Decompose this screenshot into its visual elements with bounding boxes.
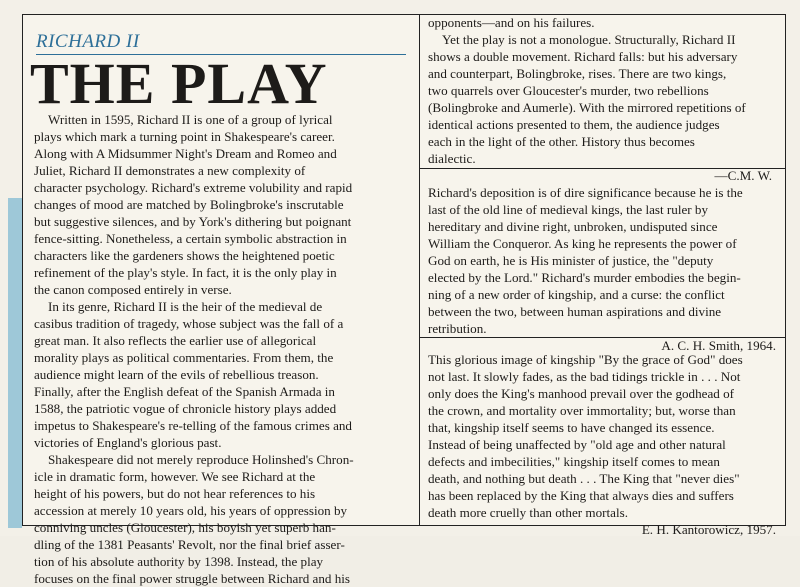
section-kicker: RICHARD II [36, 31, 140, 52]
attribution-line: A. C. H. Smith, 1964. [661, 338, 776, 353]
text-line: has been replaced by the King that always dies and suffers [428, 488, 734, 503]
text-line: morality plays as political commentaries. From them, the [34, 350, 334, 365]
text-line: Instead of being unaffected by "old age and other natural [428, 437, 726, 452]
text-line: fence-sitting. Nonetheless, a certain symbolic abstraction in [34, 231, 347, 246]
text-line: character psychology. Richard's extreme volubility and rapid [34, 180, 353, 195]
text-line: two quarrels over Gloucester's murder, two rebellions [428, 83, 709, 98]
text-line: defects and imbecilities," kingship itself comes to mean [428, 454, 720, 469]
text-line: opponents—and on his failures. [428, 15, 595, 30]
text-line: only does the King's manhood prevail over the godhead of [428, 386, 734, 401]
text-line: Richard's deposition is of dire significance because he is the [428, 185, 743, 200]
text-line: icle in dramatic form, however. We see Richard at the [34, 469, 316, 484]
text-line: great man. It also reflects the earlier use of allegorical [34, 333, 317, 348]
text-line: death, and nothing but death . . . The King that "never dies" [428, 471, 740, 486]
right-column-body [428, 14, 772, 184]
text-line: and counterpart, Bolingbroke, rises. There are two kings, [428, 66, 727, 81]
text-line: impetus to Shakespeare's re-telling of the famous crimes and [34, 418, 352, 433]
text-line: not last. It slowly fades, as the bad tidings trickle in . . . Not [428, 369, 741, 384]
text-line: 1588, the patriotic vogue of chronicle history plays added [34, 401, 337, 416]
text-line: Written in 1595, Richard II is one of a group of lyrical [48, 112, 333, 127]
text-line: elected by the Lord." Richard's murder embodies the begin- [428, 270, 741, 285]
text-line: refinement of the play's style. In fact, it is the only play in [34, 265, 337, 280]
text-line: identical actions presented to them, the audience judges [428, 117, 720, 132]
text-line: dialectic. [428, 151, 476, 166]
text-line: Juliet, Richard II demonstrates a new complexity of [34, 163, 306, 178]
text-line: retribution. [428, 321, 487, 336]
text-line: last of the old line of medieval kings, the last ruler by [428, 202, 708, 217]
text-line: (Bolingbroke and Aumerle). With the mirrored repetitions of [428, 100, 746, 115]
text-line: changes of mood are matched by Bolingbroke's inscrutable [34, 197, 344, 212]
text-line: dling of the 1381 Peasants' Revolt, nor the final brief asser- [34, 537, 345, 552]
left-column-body [34, 111, 412, 587]
text-line: victories of England's glorious past. [34, 435, 222, 450]
text-line: plays which mark a turning point in Shakespeare's career. [34, 129, 335, 144]
blue-side-bar [8, 198, 22, 528]
text-line: characters like the gardeners shows the heightened poetic [34, 248, 335, 263]
text-line: height of his powers, but do not hear references to his [34, 486, 316, 501]
text-line: between the two, between human aspirations and divine [428, 304, 722, 319]
text-line: conniving uncles (Gloucester), his boyish yet superb han- [34, 520, 336, 535]
text-line: Along with A Midsummer Night's Dream and Romeo and [34, 146, 337, 161]
text-line: tion of his absolute authority by 1398. Instead, the play [34, 554, 324, 569]
text-line: accession at merely 10 years old, his years of oppression by [34, 503, 348, 518]
text-line: Yet the play is not a monologue. Structurally, Richard II [442, 32, 736, 47]
text-line: death more cruelly than other mortals. [428, 505, 628, 520]
column-divider [419, 14, 420, 526]
text-line: ning of a new order of kingship, and a curse: the conflict [428, 287, 725, 302]
page-title: THE PLAY [30, 51, 328, 116]
text-line: Finally, after the English defeat of the Spanish Armada in [34, 384, 335, 399]
text-line: the crown, and mortality over immortality; but, worse than [428, 403, 736, 418]
smith-quote-box [428, 184, 776, 354]
text-line: This glorious image of kingship "By the grace of God" does [428, 352, 743, 367]
text-line: each in the light of the other. History thus becomes [428, 134, 695, 149]
text-line: shows a double movement. Richard falls: but his adversary [428, 49, 738, 64]
text-line: focuses on the final power struggle between Richard and his [34, 571, 350, 586]
text-line: hereditary and divine right, unbroken, undisputed since [428, 219, 718, 234]
text-line: William the Conqueror. As king he represents the power of [428, 236, 737, 251]
text-line: the canon composed entirely in verse. [34, 282, 232, 297]
text-line: In its genre, Richard II is the heir of the medieval de [48, 299, 323, 314]
text-line: audience might learn of the evils of rebellious treason. [34, 367, 319, 382]
attribution-line: —C.M. W. [714, 168, 772, 183]
text-line: casibus tradition of tragedy, whose subject was the fall of a [34, 316, 344, 331]
text-line: but suggestive silences, and by York's dithering but poignant [34, 214, 352, 229]
attribution-line: E. H. Kantorowicz, 1957. [641, 522, 776, 537]
text-line: that, kingship itself seems to have changed its essence. [428, 420, 715, 435]
text-line: God on earth, he is His minister of justice, the "deputy [428, 253, 714, 268]
kantorowicz-quote-box [428, 351, 776, 538]
text-line: Shakespeare did not merely reproduce Holinshed's Chron- [48, 452, 354, 467]
